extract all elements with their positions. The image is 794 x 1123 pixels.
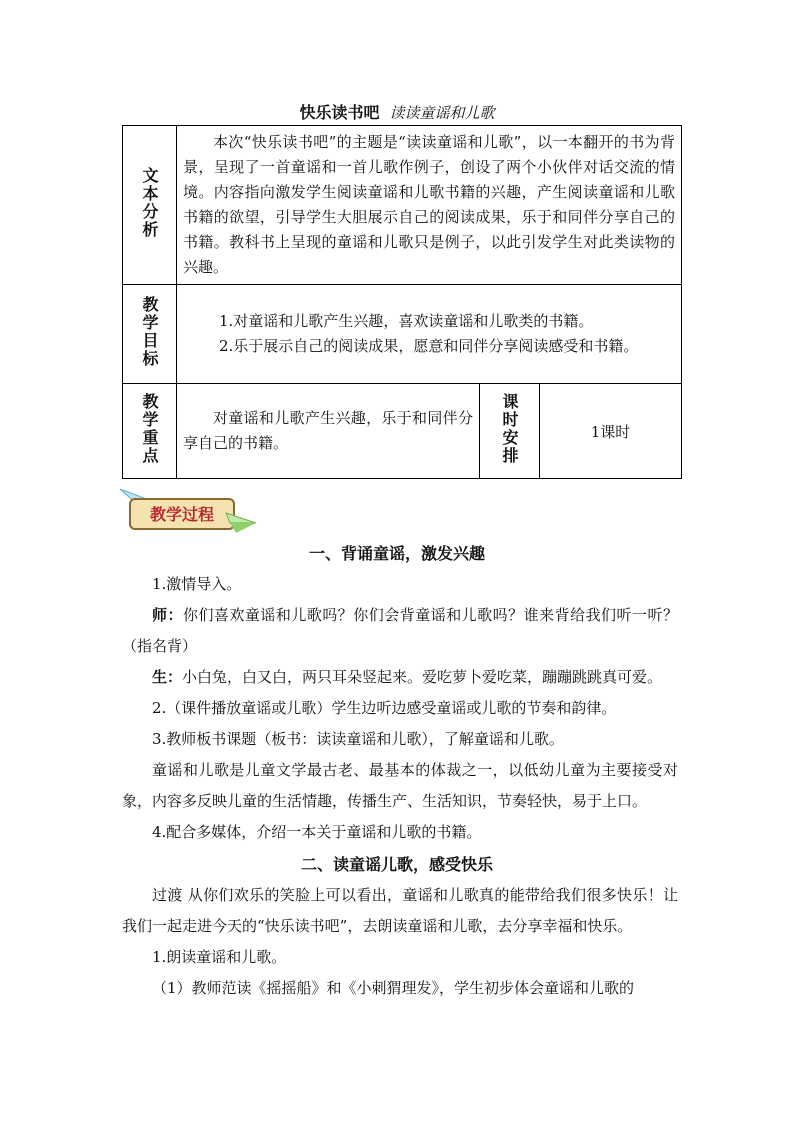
focus-label: 教学重点 [140, 393, 159, 465]
goal-item: 1.对童谣和儿歌产生兴趣，喜欢读童谣和儿歌类的书籍。 [219, 312, 594, 330]
title-main: 快乐读书吧 [299, 103, 380, 122]
focus-label-cell [123, 384, 177, 479]
paragraph-text: 童谣和儿歌是儿童文学最古老、最基本的体裁之一，以低幼儿童为主要接受对象，内容多反映儿童的生活情趣，传播生产、生活知识，节奏轻快，易于上口。 [122, 761, 678, 810]
paragraph-text: （1）教师范读《摇摇船》和《小刺猬理发》，学生初步体会童谣和儿歌的 [152, 979, 635, 997]
time-label: 课时安排 [500, 393, 519, 465]
page-title [0, 100, 794, 123]
speaker-label: 生： [152, 668, 183, 686]
analysis-cell [177, 126, 682, 285]
paragraph [122, 693, 678, 724]
section-heading-2: 二、读童谣儿歌，感受快乐 [300, 855, 493, 874]
paragraph [122, 755, 678, 817]
paragraph-text: 1.激情导入。 [152, 575, 242, 593]
analysis-text: 本次“快乐读书吧”的主题是“读读童谣和儿歌”，以一本翻开的书为背景，呈现了一首童谣和一首儿歌作例子，创设了两个小伙伴对话交流的情境。内容指向激发学生阅读童谣和儿歌书籍的兴趣，产生阅读童谣和儿歌书籍的欲望，引导学生大胆展示自己的阅读成果，乐于和同伴分享自己的书籍。教科书上呈现的童谣和儿歌只是例子，以此引发学生对此类读物的兴趣。 [183, 133, 676, 276]
teaching-process-badge [118, 487, 258, 537]
analysis-row [123, 126, 682, 285]
paragraph-text: 1.朗读童谣和儿歌。 [152, 948, 287, 966]
focus-cell [177, 384, 480, 479]
goal-item: 2.乐于展示自己的阅读成果，愿意和同伴分享阅读感受和书籍。 [219, 337, 639, 355]
paragraph [122, 880, 678, 942]
time-label-cell [480, 384, 540, 479]
goals-cell [177, 285, 682, 384]
analysis-label-cell [123, 126, 177, 285]
section-heading-1: 一、背诵童谣，激发兴趣 [308, 544, 485, 563]
paragraph-text: 你们喜欢童谣和儿歌吗？你们会背童谣和儿歌吗？谁来背给我们听一听？（指名背） [122, 606, 678, 655]
paper-plane-small-icon [226, 513, 256, 523]
speaker-label: 师： [152, 606, 183, 624]
title-sub: 读读童谣和儿歌 [389, 104, 495, 122]
focus-text: 对童谣和儿歌产生兴趣，乐于和同伴分享自己的书籍。 [183, 409, 473, 452]
paragraph-text: 小白兔，白又白，两只耳朵竖起来。爱吃萝卜爱吃菜，蹦蹦跳跳真可爱。 [182, 668, 663, 686]
analysis-label: 文本分析 [140, 167, 159, 239]
paragraph-text: 过渡 从你们欢乐的笑脸上可以看出，童谣和儿歌真的能带给我们很多快乐！让我们一起走进今天的“快乐读书吧”，去朗读童谣和儿歌，去分享幸福和快乐。 [122, 886, 678, 935]
goals-row [123, 285, 682, 384]
time-cell [540, 384, 682, 479]
paragraph [122, 569, 678, 600]
time-value: 1课时 [590, 422, 631, 441]
paragraph-text: 3.教师板书课题（板书：读读童谣和儿歌），了解童谣和儿歌。 [152, 730, 564, 748]
paragraph [122, 942, 678, 973]
badge-label: 教学过程 [149, 505, 215, 524]
goals-label: 教学目标 [140, 296, 159, 368]
paragraph [122, 973, 678, 1004]
lesson-plan-table [122, 125, 682, 479]
paragraph [122, 724, 678, 755]
focus-row [123, 384, 682, 479]
paragraph-text: 2.（课件播放童谣或儿歌）学生边听边感受童谣或儿歌的节奏和韵律。 [152, 699, 617, 717]
paragraph [122, 662, 678, 693]
paper-plane-small-wing [230, 523, 256, 533]
goals-label-cell [123, 285, 177, 384]
goals-list [177, 299, 681, 369]
paragraph-text: 4.配合多媒体，介绍一本关于童谣和儿歌的书籍。 [152, 823, 482, 841]
paragraph [122, 817, 678, 848]
paragraph [122, 600, 678, 662]
